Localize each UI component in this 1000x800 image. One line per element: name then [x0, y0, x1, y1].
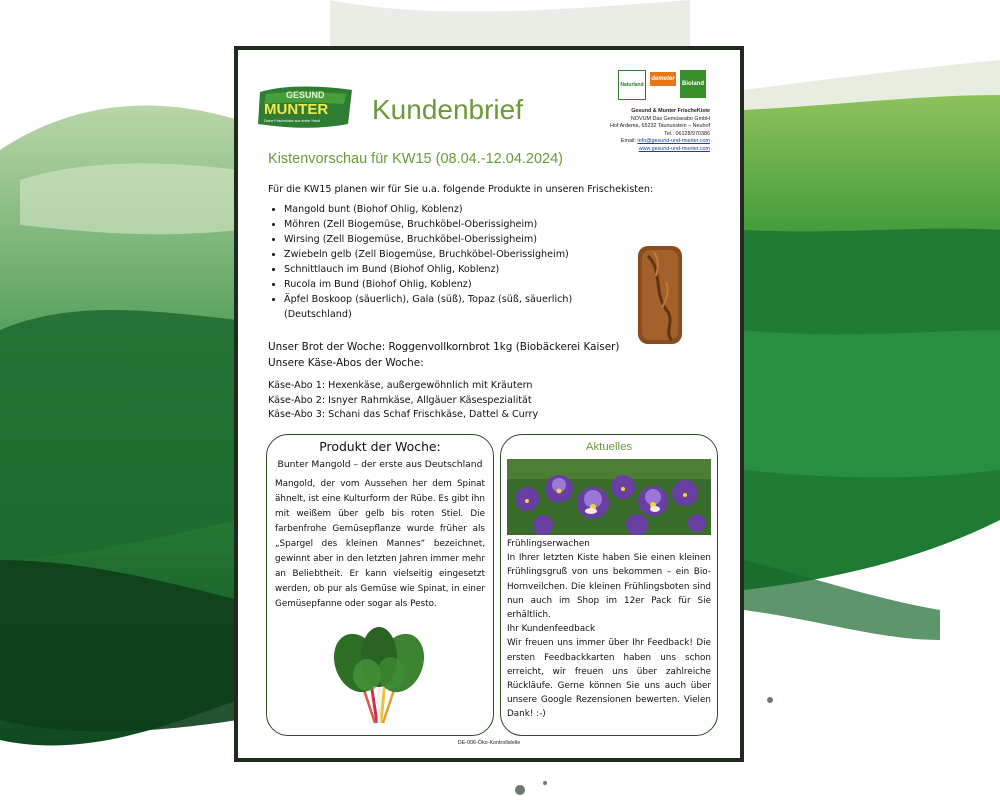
- company-name: Gesund & Munter FrischeKiste: [631, 108, 710, 114]
- list-item: • Mangold bunt (Biohof Ohlig, Koblenz): [284, 202, 614, 217]
- logo-tagline: Deine Frischekiste aus erster Hand: [264, 119, 321, 123]
- email-label: Email:: [620, 138, 636, 145]
- product-of-week-subtitle: Bunter Mangold – der erste aus Deutschland: [277, 459, 483, 470]
- list-item: • Möhren (Zell Biogemüse, Bruchköbel-Oberissigheim): [284, 217, 614, 232]
- website-link[interactable]: www.gesund-und-munter.com: [638, 145, 710, 152]
- list-item: • Schnittlauch im Bund (Biohof Ohlig, Koblenz): [284, 262, 614, 277]
- logo-text-top: GESUND: [286, 90, 325, 100]
- company-line-1: NOVUM Das Gemüseabo GmbH: [630, 115, 710, 122]
- bread-of-the-week: Unser Brot der Woche: Roggenvollkornbrot 1kg (Biobäckerei Kaiser): [268, 341, 620, 353]
- violets-image: [507, 459, 711, 535]
- list-item: Käse-Abo 3: Schani das Schaf Frischkäse, Dattel & Curry: [268, 409, 539, 420]
- news-box: [500, 434, 718, 736]
- news-text-feedback: Wir freuen uns immer über Ihr Feedback! Die ersten Feedbackkarten haben uns schon erreicht, wir freuen uns über zahlreiche Rückläufe. Gerne können Sie uns auch über unsere Google Rezensionen bewerten. Vielen Dank! :-): [507, 638, 711, 720]
- certification-seals: [618, 70, 706, 100]
- news-title: Aktuelles: [585, 441, 633, 453]
- product-of-week-title: Produkt der Woche:: [319, 439, 441, 454]
- list-item: • Äpfel Boskoop (säuerlich), Gala (süß), Topaz (süß, säuerlich) (Deutschland): [284, 292, 614, 322]
- cheese-subscriptions-title: Unsere Käse-Abos der Woche:: [268, 357, 424, 369]
- list-item: • Rucola im Bund (Biohof Ohlig, Koblenz): [284, 277, 614, 292]
- email-link[interactable]: info@gesund-und-munter.com: [637, 138, 710, 145]
- preview-subtitle: Kistenvorschau für KW15 (08.04.-12.04.2024): [268, 151, 563, 167]
- news-heading-feedback: Ihr Kundenfeedback: [507, 624, 596, 635]
- news-text-spring: In Ihrer letzten Kiste haben Sie einen kleinen Frühlingsgruß von uns bekommen – ein Bio-Hornveilchen. Die kleinen Frühlingsboten sind nun auch im Shop im 12er Pack für Sie erhältlich.: [507, 553, 711, 621]
- footer-control-body: DE-006-Öko-Kontrollstelle: [457, 740, 521, 746]
- product-of-week-box: [266, 434, 494, 736]
- news-text: [507, 537, 711, 722]
- company-phone: Tel.: 06128/970386: [664, 130, 710, 137]
- gesund-munter-logo: [256, 84, 354, 130]
- chard-image: [327, 627, 431, 727]
- company-address: [610, 108, 710, 154]
- intro-text: Für die KW15 planen wir für Sie u.a. folgende Produkte in unseren Frischekisten:: [268, 184, 654, 195]
- cheese-list: [268, 379, 538, 423]
- page-title: Kundenbrief: [372, 94, 524, 125]
- customer-letter-page: [234, 46, 744, 762]
- product-list: [268, 202, 614, 322]
- naturland-seal-icon: Naturland: [618, 70, 646, 100]
- product-of-week-text: Mangold, der vom Aussehen her dem Spinat ähnelt, ist eine Kulturform der Rübe. Es gibt ihn mit weißem über gelb bis roten Stiel. Die farbenfrohe Gemüsepflanze wurde früher als „Spargel des kleinen Mannes“ bezeichnet, gewinnt aber in den letzten Jahren immer mehr an Beliebtheit. Er kann vielseitig eingesetzt werden, ob pur als Gemüse wie Spinat, in einer Gemüsepfanne oder sogar als Pesto.: [275, 479, 485, 609]
- company-line-2: Hof Ardema, 65232 Taunusstein – Neuhof: [610, 123, 710, 130]
- bread-image: [634, 242, 686, 346]
- bioland-seal-icon: Bioland: [680, 70, 706, 98]
- list-item: • Wirsing (Zell Biogemüse, Bruchköbel-Oberissigheim): [284, 232, 614, 247]
- logo-text-main: MUNTER: [264, 101, 329, 118]
- demeter-seal-icon: demeter: [650, 72, 676, 86]
- news-heading-spring: Frühlingserwachen: [507, 539, 590, 549]
- list-item: Käse-Abo 1: Hexenkäse, außergewöhnlich mit Kräutern: [268, 380, 533, 391]
- list-item: Käse-Abo 2: Isnyer Rahmkäse, Allgäuer Käsespezialität: [268, 394, 532, 406]
- list-item: • Zwiebeln gelb (Zell Biogemüse, Bruchköbel-Oberissigheim): [284, 247, 614, 262]
